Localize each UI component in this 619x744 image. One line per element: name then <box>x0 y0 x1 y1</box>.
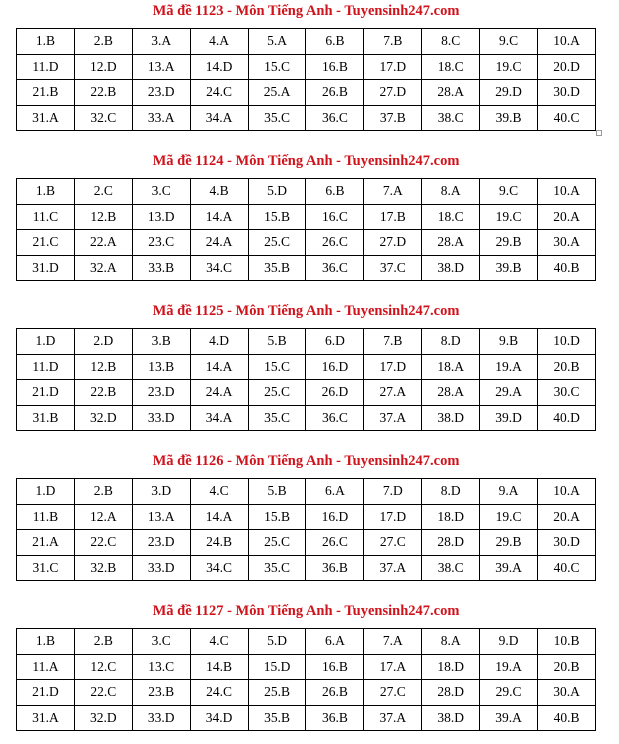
answer-cell: 33.D <box>132 705 190 731</box>
table-row <box>17 255 596 281</box>
answer-table <box>16 328 596 431</box>
table-row <box>17 479 596 505</box>
answer-cell: 23.D <box>132 380 190 406</box>
answer-cell: 13.D <box>132 204 190 230</box>
table-row <box>17 230 596 256</box>
answer-table <box>16 478 596 581</box>
answer-cell: 17.D <box>364 504 422 530</box>
answer-cell: 19.C <box>480 504 538 530</box>
answer-cell: 25.C <box>248 530 306 556</box>
answer-cell: 5.B <box>248 479 306 505</box>
table-row <box>17 405 596 431</box>
answer-cell: 20.A <box>538 204 596 230</box>
answer-cell: 5.D <box>248 179 306 205</box>
answer-cell: 28.A <box>422 80 480 106</box>
answer-cell: 24.A <box>190 380 248 406</box>
answer-cell: 21.B <box>17 80 75 106</box>
answer-cell: 18.C <box>422 204 480 230</box>
answer-cell: 34.C <box>190 255 248 281</box>
answer-cell: 3.A <box>132 29 190 55</box>
answer-cell: 12.B <box>74 354 132 380</box>
answer-cell: 27.C <box>364 680 422 706</box>
answer-cell: 2.C <box>74 179 132 205</box>
answer-cell: 36.B <box>306 705 364 731</box>
table-row <box>17 105 596 131</box>
answer-cell: 1.D <box>17 329 75 355</box>
answer-cell: 4.C <box>190 479 248 505</box>
answer-table <box>16 628 596 731</box>
answer-cell: 9.C <box>480 29 538 55</box>
table-row <box>17 654 596 680</box>
answer-cell: 31.C <box>17 555 75 581</box>
table-row <box>17 705 596 731</box>
answer-cell: 18.D <box>422 504 480 530</box>
answer-cell: 7.A <box>364 179 422 205</box>
answer-cell: 8.D <box>422 329 480 355</box>
answer-cell: 19.A <box>480 354 538 380</box>
answer-cell: 17.D <box>364 354 422 380</box>
answer-cell: 1.D <box>17 479 75 505</box>
exam-code-title: Mã đề 1123 - Môn Tiếng Anh - Tuyensinh247.com <box>152 3 460 19</box>
answer-cell: 5.A <box>248 29 306 55</box>
answer-cell: 19.A <box>480 654 538 680</box>
answer-cell: 10.A <box>538 479 596 505</box>
answer-cell: 20.B <box>538 354 596 380</box>
answer-cell: 25.A <box>248 80 306 106</box>
exam-code-title: Mã đề 1126 - Môn Tiếng Anh - Tuyensinh247.com <box>152 453 460 469</box>
answer-cell: 16.B <box>306 654 364 680</box>
answer-cell: 38.D <box>422 705 480 731</box>
answer-cell: 40.D <box>538 405 596 431</box>
answer-cell: 37.A <box>364 705 422 731</box>
answer-cell: 27.C <box>364 530 422 556</box>
answer-cell: 9.A <box>480 479 538 505</box>
answer-cell: 34.A <box>190 405 248 431</box>
answer-cell: 20.B <box>538 654 596 680</box>
answer-cell: 11.C <box>17 204 75 230</box>
table-row <box>17 504 596 530</box>
answer-cell: 35.C <box>248 555 306 581</box>
table-row <box>17 380 596 406</box>
answer-cell: 6.A <box>306 629 364 655</box>
answer-cell: 2.D <box>74 329 132 355</box>
answer-cell: 23.C <box>132 230 190 256</box>
answer-cell: 2.B <box>74 479 132 505</box>
answer-cell: 28.D <box>422 680 480 706</box>
answer-cell: 4.D <box>190 329 248 355</box>
answer-cell: 32.A <box>74 255 132 281</box>
table-row <box>17 680 596 706</box>
answer-cell: 18.A <box>422 354 480 380</box>
answer-cell: 32.C <box>74 105 132 131</box>
answer-cell: 15.B <box>248 504 306 530</box>
answer-cell: 12.D <box>74 54 132 80</box>
answer-cell: 36.C <box>306 405 364 431</box>
answer-cell: 38.C <box>422 555 480 581</box>
answer-cell: 27.D <box>364 80 422 106</box>
answer-cell: 1.B <box>17 29 75 55</box>
answer-cell: 21.C <box>17 230 75 256</box>
answer-cell: 34.A <box>190 105 248 131</box>
answer-cell: 23.D <box>132 80 190 106</box>
answer-cell: 31.D <box>17 255 75 281</box>
answer-cell: 15.B <box>248 204 306 230</box>
answer-cell: 39.A <box>480 705 538 731</box>
answer-cell: 11.B <box>17 504 75 530</box>
answer-cell: 26.C <box>306 230 364 256</box>
answer-cell: 39.D <box>480 405 538 431</box>
answer-cell: 25.C <box>248 380 306 406</box>
answer-cell: 9.D <box>480 629 538 655</box>
answer-cell: 19.C <box>480 54 538 80</box>
answer-cell: 4.C <box>190 629 248 655</box>
answer-cell: 35.B <box>248 255 306 281</box>
answer-cell: 31.A <box>17 705 75 731</box>
table-row <box>17 80 596 106</box>
answer-cell: 3.C <box>132 179 190 205</box>
answer-cell: 13.B <box>132 354 190 380</box>
answer-cell: 8.D <box>422 479 480 505</box>
answer-cell: 4.B <box>190 179 248 205</box>
answer-cell: 24.C <box>190 80 248 106</box>
answer-cell: 15.D <box>248 654 306 680</box>
answer-cell: 38.D <box>422 255 480 281</box>
answer-cell: 37.C <box>364 255 422 281</box>
answer-cell: 13.A <box>132 504 190 530</box>
answer-cell: 21.D <box>17 680 75 706</box>
answer-cell: 40.B <box>538 255 596 281</box>
answer-cell: 5.D <box>248 629 306 655</box>
answer-cell: 4.A <box>190 29 248 55</box>
answer-cell: 33.A <box>132 105 190 131</box>
answer-cell: 27.A <box>364 380 422 406</box>
answer-cell: 39.B <box>480 255 538 281</box>
exam-code-title: Mã đề 1127 - Môn Tiếng Anh - Tuyensinh247.com <box>152 603 460 619</box>
table-row <box>17 204 596 230</box>
answer-cell: 40.C <box>538 555 596 581</box>
answer-cell: 3.C <box>132 629 190 655</box>
answer-cell: 36.C <box>306 255 364 281</box>
answer-cell: 22.B <box>74 380 132 406</box>
answer-cell: 6.A <box>306 479 364 505</box>
table-row <box>17 530 596 556</box>
table-row <box>17 54 596 80</box>
table-resize-handle[interactable] <box>596 130 602 136</box>
answer-cell: 20.A <box>538 504 596 530</box>
answer-cell: 34.D <box>190 705 248 731</box>
answer-cell: 24.A <box>190 230 248 256</box>
answer-cell: 11.D <box>17 54 75 80</box>
answer-cell: 28.D <box>422 530 480 556</box>
answer-cell: 38.C <box>422 105 480 131</box>
answer-cell: 31.B <box>17 405 75 431</box>
answer-cell: 11.A <box>17 654 75 680</box>
answer-cell: 22.A <box>74 230 132 256</box>
answer-cell: 7.D <box>364 479 422 505</box>
answer-cell: 10.B <box>538 629 596 655</box>
answer-cell: 35.C <box>248 105 306 131</box>
answer-cell: 36.C <box>306 105 364 131</box>
answer-cell: 39.B <box>480 105 538 131</box>
answer-cell: 37.B <box>364 105 422 131</box>
answer-cell: 2.B <box>74 629 132 655</box>
answer-cell: 29.A <box>480 380 538 406</box>
answer-cell: 24.C <box>190 680 248 706</box>
answer-cell: 17.A <box>364 654 422 680</box>
answer-cell: 32.D <box>74 405 132 431</box>
answer-cell: 18.C <box>422 54 480 80</box>
answer-cell: 14.A <box>190 354 248 380</box>
answer-cell: 8.A <box>422 629 480 655</box>
answer-cell: 33.B <box>132 255 190 281</box>
answer-cell: 39.A <box>480 555 538 581</box>
answer-cell: 21.D <box>17 380 75 406</box>
answer-cell: 33.D <box>132 405 190 431</box>
table-row <box>17 329 596 355</box>
answer-cell: 28.A <box>422 380 480 406</box>
answer-cell: 23.B <box>132 680 190 706</box>
answer-cell: 14.A <box>190 504 248 530</box>
answer-cell: 6.B <box>306 29 364 55</box>
answer-cell: 9.C <box>480 179 538 205</box>
exam-code-title: Mã đề 1124 - Môn Tiếng Anh - Tuyensinh247.com <box>152 153 460 169</box>
answer-cell: 40.C <box>538 105 596 131</box>
answer-cell: 28.A <box>422 230 480 256</box>
answer-cell: 38.D <box>422 405 480 431</box>
answer-cell: 12.B <box>74 204 132 230</box>
answer-cell: 16.D <box>306 504 364 530</box>
answer-cell: 26.B <box>306 680 364 706</box>
answer-cell: 3.B <box>132 329 190 355</box>
answer-cell: 26.B <box>306 80 364 106</box>
exam-code-title: Mã đề 1125 - Môn Tiếng Anh - Tuyensinh247.com <box>152 303 460 319</box>
answer-cell: 13.C <box>132 654 190 680</box>
answer-cell: 15.C <box>248 354 306 380</box>
answer-cell: 16.B <box>306 54 364 80</box>
answer-cell: 23.D <box>132 530 190 556</box>
answer-cell: 29.C <box>480 680 538 706</box>
table-row <box>17 629 596 655</box>
answer-cell: 30.D <box>538 80 596 106</box>
answer-cell: 25.C <box>248 230 306 256</box>
answer-table <box>16 28 596 131</box>
answer-cell: 11.D <box>17 354 75 380</box>
answer-cell: 10.A <box>538 179 596 205</box>
answer-cell: 37.A <box>364 405 422 431</box>
answer-cell: 30.D <box>538 530 596 556</box>
answer-cell: 8.A <box>422 179 480 205</box>
answer-cell: 1.B <box>17 629 75 655</box>
answer-cell: 14.D <box>190 54 248 80</box>
answer-cell: 15.C <box>248 54 306 80</box>
answer-cell: 35.C <box>248 405 306 431</box>
answer-cell: 27.D <box>364 230 422 256</box>
answer-cell: 10.D <box>538 329 596 355</box>
answer-cell: 7.B <box>364 329 422 355</box>
answer-cell: 17.D <box>364 54 422 80</box>
answer-cell: 7.B <box>364 29 422 55</box>
answer-cell: 30.A <box>538 230 596 256</box>
answer-cell: 37.A <box>364 555 422 581</box>
answer-cell: 12.A <box>74 504 132 530</box>
answer-cell: 29.B <box>480 230 538 256</box>
answer-cell: 7.A <box>364 629 422 655</box>
answer-cell: 24.B <box>190 530 248 556</box>
answer-cell: 22.B <box>74 80 132 106</box>
answer-cell: 22.C <box>74 680 132 706</box>
answer-cell: 14.B <box>190 654 248 680</box>
table-row <box>17 354 596 380</box>
answer-cell: 13.A <box>132 54 190 80</box>
answer-cell: 1.B <box>17 179 75 205</box>
answer-cell: 34.C <box>190 555 248 581</box>
answer-cell: 20.D <box>538 54 596 80</box>
answer-cell: 26.D <box>306 380 364 406</box>
answer-cell: 21.A <box>17 530 75 556</box>
answer-table <box>16 178 596 281</box>
answer-cell: 5.B <box>248 329 306 355</box>
answer-cell: 8.C <box>422 29 480 55</box>
table-row <box>17 29 596 55</box>
answer-cell: 19.C <box>480 204 538 230</box>
answer-cell: 30.A <box>538 680 596 706</box>
answer-cell: 31.A <box>17 105 75 131</box>
answer-cell: 16.C <box>306 204 364 230</box>
answer-cell: 40.B <box>538 705 596 731</box>
answer-cell: 32.B <box>74 555 132 581</box>
answer-cell: 16.D <box>306 354 364 380</box>
answer-cell: 29.B <box>480 530 538 556</box>
answer-cell: 10.A <box>538 29 596 55</box>
answer-cell: 30.C <box>538 380 596 406</box>
answer-cell: 22.C <box>74 530 132 556</box>
answer-cell: 6.B <box>306 179 364 205</box>
answer-cell: 9.B <box>480 329 538 355</box>
answer-cell: 3.D <box>132 479 190 505</box>
answer-cell: 36.B <box>306 555 364 581</box>
answer-cell: 2.B <box>74 29 132 55</box>
answer-cell: 14.A <box>190 204 248 230</box>
answer-cell: 29.D <box>480 80 538 106</box>
answer-cell: 32.D <box>74 705 132 731</box>
answer-cell: 35.B <box>248 705 306 731</box>
table-row <box>17 555 596 581</box>
answer-cell: 25.B <box>248 680 306 706</box>
answer-cell: 17.B <box>364 204 422 230</box>
answer-cell: 6.D <box>306 329 364 355</box>
answer-cell: 26.C <box>306 530 364 556</box>
table-row <box>17 179 596 205</box>
answer-cell: 12.C <box>74 654 132 680</box>
answer-cell: 33.D <box>132 555 190 581</box>
answer-cell: 18.D <box>422 654 480 680</box>
